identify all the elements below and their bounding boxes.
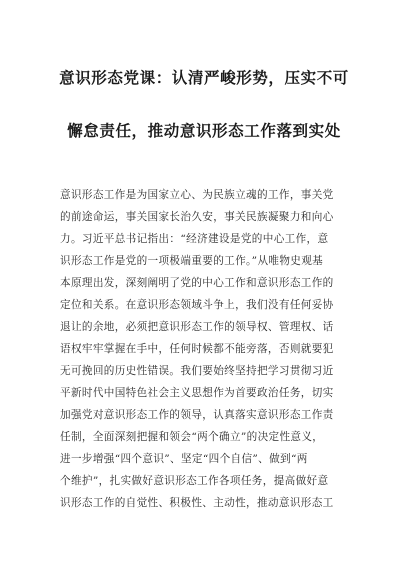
- body-line: 语权牢牢掌握在手中，任何时候都不能旁落，否则就要犯: [60, 343, 334, 355]
- body-line: 无可挽回的历史性错误。我们要始终坚持把学习贯彻习近: [60, 365, 334, 377]
- body-line: 本原理出发，深刻阐明了党的中心工作和意识形态工作的: [60, 277, 334, 289]
- body-line: 加强党对意识形态工作的领导，认真落实意识形态工作责: [60, 409, 334, 421]
- body-line: 识形态工作的自觉性、积极性、主动性，推动意识形态工: [60, 497, 334, 509]
- body-line: 的前途命运，事关国家长治久安，事关民族凝聚力和向心: [60, 211, 334, 223]
- body-line: 任制，全面深刻把握和领会“两个确立”的决定性意义，: [60, 431, 324, 443]
- body-line: 进一步增强“四个意识”、坚定“四个自信”、做到“两: [60, 453, 308, 465]
- body-line: 个维护”，扎实做好意识形态工作各项任务，提高做好意: [60, 475, 329, 487]
- body-line: 意识形态工作是为国家立心、为民族立魂的工作，事关党: [60, 189, 334, 201]
- body-line: 识形态工作是党的一项极端重要的工作。”从唯物史观基: [60, 255, 324, 267]
- body-line: 定位和关系。在意识形态领域斗争上，我们没有任何妥协: [60, 299, 334, 311]
- document-title-line-1: 意识形态党课：认清严峻形势，压实不可: [59, 69, 349, 87]
- body-line: 力。习近平总书记指出：“经济建设是党的中心工作，意: [60, 233, 329, 245]
- document-title-line-2: 懈怠责任，推动意识形态工作落到实处: [67, 122, 341, 140]
- body-line: 平新时代中国特色社会主义思想作为首要政治任务，切实: [60, 387, 334, 399]
- body-line: 退让的余地，必须把意识形态工作的领导权、管理权、话: [60, 321, 334, 333]
